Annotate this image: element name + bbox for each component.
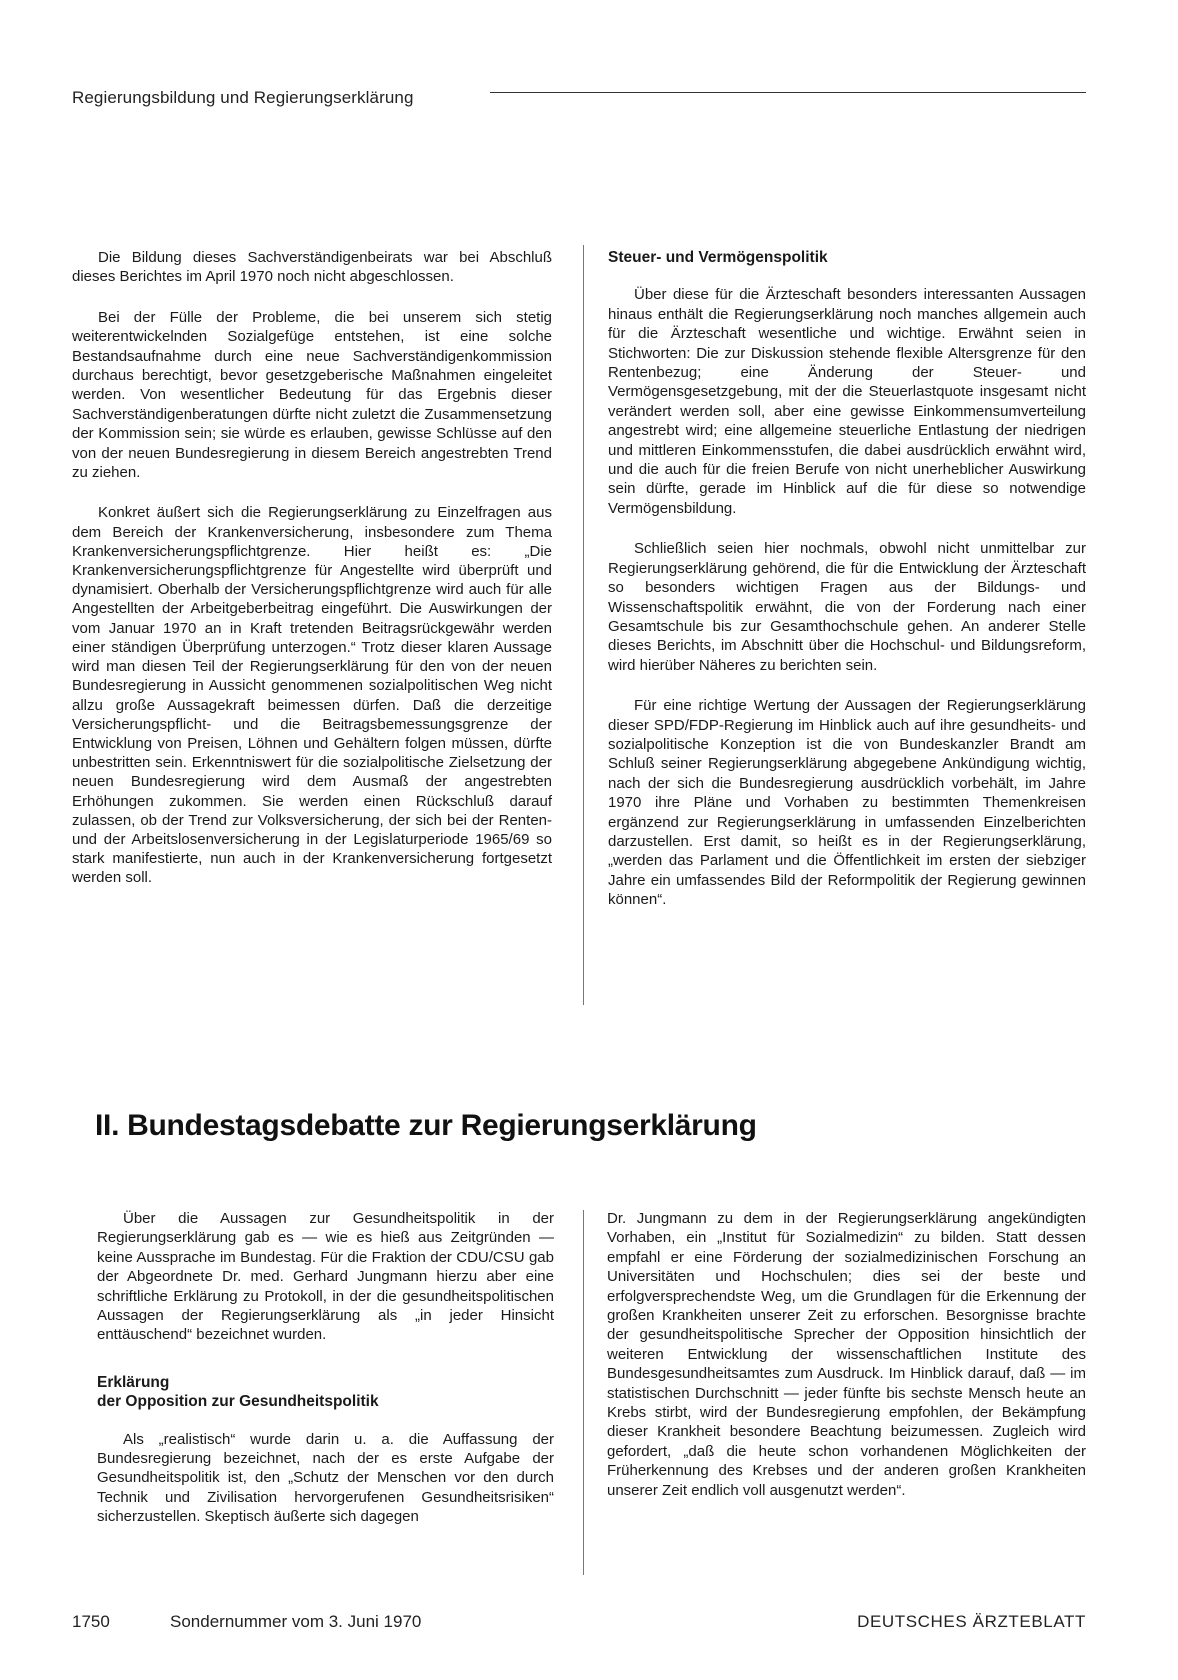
header-rule xyxy=(490,92,1086,93)
subsection-heading-line: Erklärung xyxy=(97,1373,170,1391)
paragraph: Schließlich seien hier nochmals, obwohl nicht unmittelbar zur Regierungserklärung gehörend, die für die Entwicklung der Ärzteschaft so besonders wichtigen Fragen aus der Bildungs- und Wissenschaftspolitik erwähnt, die von der Forderung nach einer Gesamtschule bis zur Gesamthochschule gehen. An anderer Stelle dieses Berichts, im Abschnitt über die Hochschul- und Bildungsreform, wird hierüber Näheres zu berichten sein. xyxy=(608,540,1086,674)
page-number: 1750 xyxy=(72,1612,110,1631)
upper-left-column xyxy=(72,248,552,909)
upper-right-column xyxy=(608,248,1086,931)
lower-right-column xyxy=(607,1209,1086,1521)
section-heading: Steuer- und Vermögenspolitik xyxy=(608,249,828,266)
column-divider xyxy=(583,1210,584,1575)
subsection-heading-line: der Opposition zur Gesundheitspolitik xyxy=(97,1393,379,1411)
paragraph: Bei der Fülle der Probleme, die bei unserem sich stetig weiterentwickelnden Sozialgefüge entstehen, ist eine solche Bestandsaufnahme durch eine neue Sachverständigenkommission durchaus berechtigt, bevor gesetzgeberische Maßnahmen eingeleitet werden. Von wesentlicher Bedeutung für das Ergebnis dieser Sachverständigenberatungen dürfte nicht zuletzt die Zusammensetzung der Kommission sein; sie würde es erlauben, gewisse Schlüsse auf den von der neuen Bundesregierung in diesem Bereich angestrebten Trend zu ziehen. xyxy=(72,308,552,482)
lower-left-column xyxy=(97,1209,554,1548)
journal-name: DEUTSCHES ÄRZTEBLATT xyxy=(857,1612,1086,1631)
paragraph: Über diese für die Ärzteschaft besonders interessanten Aussagen hinaus enthält die Regierungserklärung noch manches allgemein auch für die Ärzteschaft wesentliche und wichtige. Erwähnt seien in Stichworten: Die zur Diskussion stehende flexible Altersgrenze für den Rentenbezug; eine Änderung der Steuer- und Vermögensgesetzgebung, mit der die Steuerlastquote insgesamt nicht verändert werden soll, aber eine gewisse Einkommensumverteilung angestrebt wird; eine allgemeine steuerliche Entlastung der niedrigen und mittleren Einkommensstufen, die dabei ausdrücklich erwähnt wird, und die auch für die freien Berufe von nicht unerheblicher Auswirkung sein dürfte, gerade im Hinblick auf die für diese so notwendige Vermögensbildung. xyxy=(608,286,1086,517)
issue-info: Sondernummer vom 3. Juni 1970 xyxy=(170,1612,422,1631)
running-head: Regierungsbildung und Regierungserklärung xyxy=(72,88,414,107)
section-title: II. Bundestagsdebatte zur Regierungserklärung xyxy=(95,1109,757,1142)
paragraph: Dr. Jungmann zu dem in der Regierungserklärung angekündigten Vorhaben, ein „Institut für Sozialmedizin“ zu bilden. Statt dessen empfahl er eine Förderung der sozialmedizinischen Forschung an Universitäten und Hochschulen; dies sei der beste und erfolgversprechendste Weg, um die Grundlagen für die Erkennung der großen Krankheiten unserer Zeit zu erforschen. Besorgnisse brachte der gesundheitspolitische Sprecher der Opposition hinsichtlich der weiteren Entwicklung der wissenschaftlichen Institute des Bundesgesundheitsamtes zum Ausdruck. Im Hinblick darauf, daß — im statistischen Durchschnitt — jeder fünfte bis sechste Mensch heute an Krebs stirbt, wird der Bundesregierung empfohlen, der Bekämpfung dieser Krankheit besondere Beachtung beizumessen. Zugleich wird gefordert, „daß die heute schon vorhandenen Möglichkeiten der Früherkennung des Krebses und der anderen großen Krankheiten unserer Zeit endlich voll ausgenutzt werden“. xyxy=(607,1210,1086,1499)
paragraph: Als „realistisch“ wurde darin u. a. die Auffassung der Bundesregierung bezeichnet, nach der es erste Aufgabe der Gesundheitspolitik ist, den „Schutz der Menschen vor den durch Technik und Zivilisation hervorgerufenen Gesundheitsrisiken“ sicherzustellen. Skeptisch äußerte sich dagegen xyxy=(97,1430,554,1526)
paragraph: Die Bildung dieses Sachverständigenbeirats war bei Abschluß dieses Berichtes im April 1970 noch nicht abgeschlossen. xyxy=(72,249,552,286)
paragraph: Konkret äußert sich die Regierungserklärung zu Einzelfragen aus dem Bereich der Krankenversicherung, insbesondere zum Thema Krankenversicherungspflichtgrenze. Hier heißt es: „Die Krankenversicherungspflichtgrenze für Angestellte wird überprüft und dynamisiert. Oberhalb der Versicherungspflichtgrenze wird auch für alle Angestellten der Arbeitgeberbeitrag eingeführt. Die Auswirkungen der vom Januar 1970 an in Kraft tretenden Beitragsrückgewähr werden einer ständigen Überprüfung unterzogen.“ Trotz dieser klaren Aussage wird man diesen Teil der Regierungserklärung für den von der neuen Bundesregierung in Aussicht genommenen sozialpolitischen Weg nicht allzu große Aussagekraft beimessen dürfen. Daß die derzeitige Versicherungspflicht- und die Beitragsbemessungsgrenze der Entwicklung von Preisen, Löhnen und Gehältern folgen müssen, dürfte unbestritten sein. Erkenntniswert für die sozialpolitische Zielsetzung der neuen Bundesregierung wird dem Ausmaß der angestrebten Erhöhungen zukommen. Sie werden einen Rückschluß darauf zulassen, ob der Trend zur Volksversicherung, der sich bei der Renten- und der Arbeitslosenversicherung in der Legislaturperiode 1965/69 so stark manifestierte, nun auch in der Krankenversicherung fortgesetzt werden soll. xyxy=(72,504,552,887)
column-divider xyxy=(583,245,584,1005)
subsection-heading xyxy=(97,1373,554,1412)
paragraph: Über die Aussagen zur Gesundheitspolitik in der Regierungserklärung gab es — wie es hieß aus Zeitgründen — keine Aussprache im Bundestag. Für die Fraktion der CDU/CSU gab der Abgeordnete Dr. med. Gerhard Jungmann hierzu aber eine schriftliche Erklärung zu Protokoll, in der die gesundheitspolitischen Aussagen der Regierungserklärung als „in jeder Hinsicht enttäuschend“ bezeichnet wurden. xyxy=(97,1210,554,1344)
paragraph: Für eine richtige Wertung der Aussagen der Regierungserklärung dieser SPD/FDP-Regierung im Hinblick auch auf ihre gesundheits- und sozialpolitische Konzeption ist die von Bundeskanzler Brandt am Schluß seiner Regierungserklärung abgegebene Ankündigung wichtig, nach der sich die Bundesregierung ausdrücklich vorbehält, im Jahre 1970 ihre Pläne und Vorhaben zu bestimmten Themenkreisen ergänzend zur Regierungserklärung in umfassenden Einzelberichten darzustellen. Erst damit, so heißt es in der Regierungserklärung, „werden das Parlament und die Öffentlichkeit im ersten der siebziger Jahre ein umfassendes Bild der Reformpolitik der Regierung gewinnen können“. xyxy=(608,697,1086,909)
